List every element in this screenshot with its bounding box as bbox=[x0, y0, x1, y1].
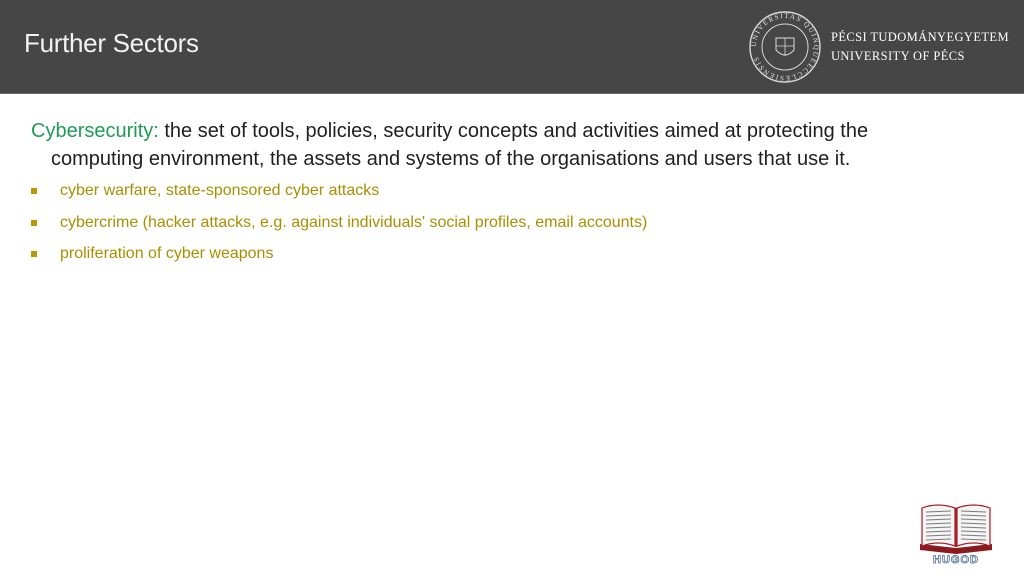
definition-text: the set of tools, policies, security concepts and activities aimed at protecting the computing environment, the assets and systems of the organisations and users that use it. bbox=[51, 120, 869, 170]
slide-title: Further Sectors bbox=[24, 28, 199, 58]
bullet-text: proliferation of cyber weapons bbox=[60, 245, 274, 262]
university-name-en: UNIVERSITY OF PÉCS bbox=[831, 49, 965, 63]
bullet-square-icon bbox=[31, 220, 37, 226]
list-item bbox=[31, 211, 951, 243]
definition-paragraph bbox=[31, 117, 951, 173]
list-item bbox=[31, 179, 951, 211]
bullet-text: cybercrime (hacker attacks, e.g. against individuals' social profiles, email accounts) bbox=[60, 213, 648, 231]
list-item bbox=[31, 242, 951, 274]
svg-text:HUGOD: HUGOD bbox=[933, 554, 979, 566]
slide-content bbox=[31, 117, 951, 274]
university-name bbox=[831, 28, 1009, 66]
university-seal-icon bbox=[748, 10, 822, 84]
bullet-square-icon bbox=[31, 188, 37, 194]
definition-term: Cybersecurity: bbox=[31, 120, 159, 142]
university-name-hu: PÉCSI TUDOMÁNYEGYETEM bbox=[831, 30, 1009, 44]
header-bar bbox=[0, 0, 1024, 94]
bullet-text: cyber warfare, state-sponsored cyber attacks bbox=[60, 182, 380, 199]
bullet-list bbox=[31, 179, 951, 274]
hugod-book-logo-icon bbox=[916, 500, 996, 566]
bullet-square-icon bbox=[31, 251, 37, 257]
svg-text:UNIVERSITAS QUINQUEECCLESIENSI: UNIVERSITAS QUINQUEECCLESIENSIS bbox=[749, 11, 821, 83]
